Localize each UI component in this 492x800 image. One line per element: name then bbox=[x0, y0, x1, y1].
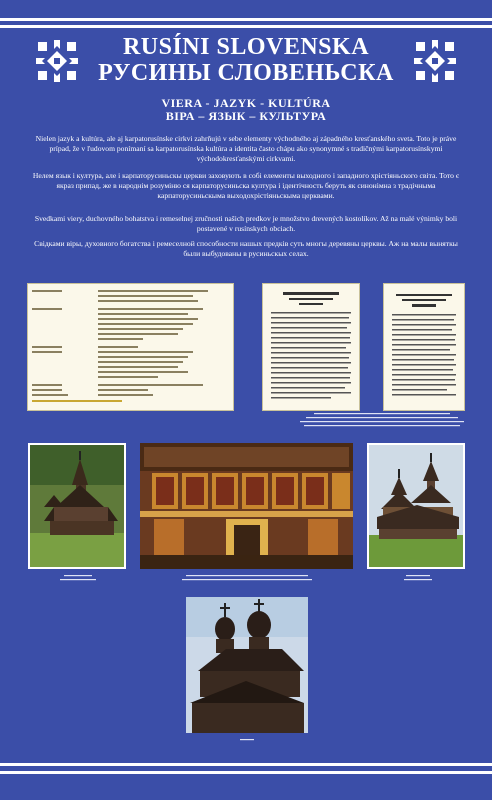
photo-3-caption bbox=[396, 574, 440, 584]
church-list-text-lines bbox=[28, 284, 233, 410]
church-list-card bbox=[27, 283, 234, 411]
paragraph-slovak-intro: Nielen jazyk a kultúra, ale aj karpatorusínske cirkvi zahrňujú v sebe elementy východného aj západného kresťanského sveta. Toto je práve prípad, že v ľudovom ponímaní sa karpatorusínska kultúra a identita často chápu ako synonymné s tradičnými karpatorusínskymi východokresťanskými cirkvami. bbox=[35, 134, 457, 163]
top-border-line bbox=[0, 18, 492, 21]
church-1-image bbox=[30, 445, 124, 567]
photo-wooden-church-domes bbox=[186, 597, 308, 733]
church-domes-image bbox=[186, 597, 308, 733]
document-scan-1-lines bbox=[263, 284, 359, 410]
paragraph-slovak-churches: Svedkami viery, duchovného bohatstva i remeselnej zručnosti našich predkov je množstvo drevených kostolíkov. Až na malé výnimky boli postavené v rusínskych obciach. bbox=[34, 214, 458, 233]
bottom-border-line bbox=[0, 771, 492, 774]
subtitle-slovak: VIERA - JAZYK - KULTÚRA bbox=[161, 96, 331, 110]
document-scan-2-lines bbox=[384, 284, 464, 410]
paragraph-rusyn-churches: Свідками віры, духовного богатства і ремеселной способности нашых предків суть многы деревяны церквы. Аж на малы выняткы были выбудованы в русиньскых селах. bbox=[34, 239, 458, 258]
iconostasis-image bbox=[140, 443, 353, 569]
document-scan-2 bbox=[383, 283, 465, 411]
documents-caption bbox=[300, 412, 464, 432]
title-rusyn: РУСИНЫ СЛОВЕНЬСКА bbox=[98, 60, 394, 86]
photo-4-caption bbox=[236, 738, 258, 744]
photo-1-caption bbox=[56, 574, 100, 584]
church-2-image bbox=[369, 445, 463, 567]
document-scan-1 bbox=[262, 283, 360, 411]
photo-wooden-church-2 bbox=[367, 443, 465, 569]
photo-wooden-church-1 bbox=[28, 443, 126, 569]
photo-iconostasis bbox=[140, 443, 353, 569]
photo-2-caption bbox=[182, 574, 312, 584]
title-slovak: RUSÍNI SLOVENSKA bbox=[122, 34, 370, 60]
top-border-line bbox=[0, 25, 492, 28]
subtitle-rusyn: ВІРА – ЯЗЫК – КУЛЬТУРА bbox=[165, 109, 327, 123]
paragraph-rusyn-intro: Нелем язык і култура, але і карпаторусиньскы церкви заховують в собі елементы выходного і западного хрістіяньского світа. Тото є якраз припад, же в народнім розуміню ся карпаторусиньска култура і ідентічность беруть як синонімна з традічныма карпаторусиньскыма выходохрістіяньскыма церквами. bbox=[32, 171, 460, 200]
bottom-border-line bbox=[0, 763, 492, 766]
